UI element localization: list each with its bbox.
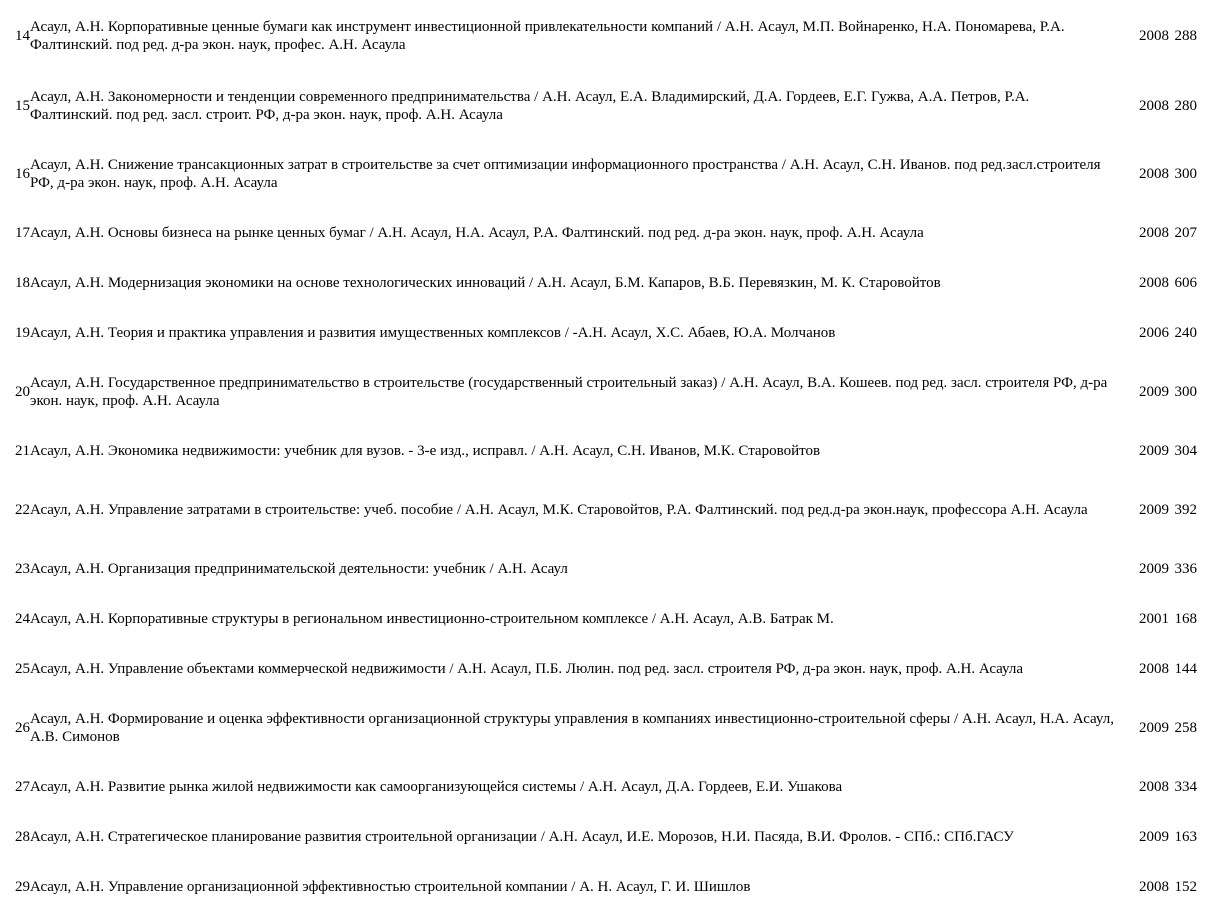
page-count: 300 <box>1174 166 1197 182</box>
publication-year: 2008 <box>1139 779 1169 795</box>
table-row <box>0 426 1227 476</box>
publication-title: Асаул, А.Н. Стратегическое планирование развития строительной организации / А.Н. Асаул, И.Е. Морозов, Н.И. Пасяда, В.И. Фролов. - СПб.: СПб.ГАСУ <box>30 829 1014 845</box>
row-number: 16 <box>15 166 30 182</box>
table-row <box>0 694 1227 762</box>
table-row <box>0 258 1227 308</box>
publication-title: Асаул, А.Н. Формирование и оценка эффективности организационной структуры управления в компаниях инвестиционно-строительной сферы / А.Н. Асаул, Н.А. Асаул, А.В. Симонов <box>30 711 1115 745</box>
row-number: 22 <box>15 502 30 518</box>
table-row <box>0 208 1227 258</box>
publication-title: Асаул, А.Н. Управление объектами коммерческой недвижимости / А.Н. Асаул, П.Б. Люлин. под ред. засл. строителя РФ, д-ра экон. наук, проф. А.Н. Асаула <box>30 661 1024 677</box>
publication-year: 2009 <box>1139 443 1169 459</box>
row-number: 29 <box>15 879 30 895</box>
page-count: 606 <box>1174 275 1197 291</box>
table-row <box>0 476 1227 544</box>
publication-year: 2008 <box>1139 879 1169 895</box>
publication-title: Асаул, А.Н. Организация предпринимательской деятельности: учебник / А.Н. Асаул <box>30 561 568 577</box>
publication-year: 2008 <box>1139 661 1169 677</box>
table-row <box>0 72 1227 140</box>
publication-year: 2006 <box>1139 325 1169 341</box>
table-row <box>0 140 1227 208</box>
publication-year: 2008 <box>1139 28 1169 44</box>
publication-year: 2001 <box>1139 611 1169 627</box>
publication-year: 2008 <box>1139 275 1169 291</box>
row-number: 21 <box>15 443 30 459</box>
row-number: 24 <box>15 611 30 627</box>
page-count: 336 <box>1174 561 1197 577</box>
publication-year: 2009 <box>1139 720 1169 736</box>
page-count: 163 <box>1174 829 1197 845</box>
publication-title: Асаул, А.Н. Закономерности и тенденции современного предпринимательства / А.Н. Асаул, Е.А. Владимирский, Д.А. Гордеев, Е.Г. Гужва, А.А. Петров, Р.А. Фалтинский. под ред. засл. строит. РФ, д-ра экон. наук, проф. А.Н. Асаула <box>30 89 1030 123</box>
row-number: 14 <box>15 28 30 44</box>
page-count: 258 <box>1174 720 1197 736</box>
publication-year: 2009 <box>1139 502 1169 518</box>
publication-title: Асаул, А.Н. Развитие рынка жилой недвижимости как самоорганизующейся системы / А.Н. Асаул, Д.А. Гордеев, Е.И. Ушакова <box>30 779 843 795</box>
table-row <box>0 0 1227 72</box>
row-number: 17 <box>15 225 30 241</box>
page-count: 334 <box>1174 779 1197 795</box>
publication-title: Асаул, А.Н. Снижение трансакционных затрат в строительстве за счет оптимизации информационного пространства / А.Н. Асаул, С.Н. Иванов. под ред.засл.строителя РФ, д-ра экон. наук, проф. А.Н. Асаула <box>30 157 1101 191</box>
row-number: 19 <box>15 325 30 341</box>
publication-year: 2009 <box>1139 384 1169 400</box>
page-count: 144 <box>1174 661 1197 677</box>
page-count: 304 <box>1174 443 1197 459</box>
table-row <box>0 862 1227 912</box>
publication-year: 2008 <box>1139 166 1169 182</box>
page-count: 207 <box>1174 225 1197 241</box>
page-count: 240 <box>1174 325 1197 341</box>
publication-title: Асаул, А.Н. Корпоративные структуры в региональном инвестиционно-строительном комплексе / А.Н. Асаул, А.В. Батрак М. <box>30 611 834 627</box>
publication-title: Асаул, А.Н. Управление затратами в строительстве: учеб. пособие / А.Н. Асаул, М.К. Старовойтов, Р.А. Фалтинский. под ред.д-ра экон.наук, профессора А.Н. Асаула <box>30 502 1088 518</box>
page-count: 152 <box>1174 879 1197 895</box>
row-number: 26 <box>15 720 30 736</box>
table-row <box>0 812 1227 862</box>
table-row <box>0 594 1227 644</box>
table-row <box>0 544 1227 594</box>
table-row <box>0 762 1227 812</box>
publication-year: 2009 <box>1139 829 1169 845</box>
table-row <box>0 358 1227 426</box>
publication-title: Асаул, А.Н. Управление организационной эффективностью строительной компании / А. Н. Асаул, Г. И. Шишлов <box>30 879 751 895</box>
row-number: 20 <box>15 384 30 400</box>
publication-title: Асаул, А.Н. Корпоративные ценные бумаги как инструмент инвестиционной привлекательности компаний / А.Н. Асаул, М.П. Войнаренко, Н.А. Пономарева, Р.А. Фалтинский. под ред. д-ра экон. наук, профес. А.Н. Асаула <box>30 19 1065 53</box>
publication-year: 2008 <box>1139 225 1169 241</box>
row-number: 23 <box>15 561 30 577</box>
publication-year: 2008 <box>1139 98 1169 114</box>
publication-title: Асаул, А.Н. Экономика недвижимости: учебник для вузов. - 3-е изд., исправл. / А.Н. Асаул, С.Н. Иванов, М.К. Старовойтов <box>30 443 821 459</box>
table-row <box>0 644 1227 694</box>
row-number: 18 <box>15 275 30 291</box>
publication-title: Асаул, А.Н. Модернизация экономики на основе технологических инноваций / А.Н. Асаул, Б.М. Капаров, В.Б. Перевязкин, М. К. Старовойтов <box>30 275 941 291</box>
publication-title: Асаул, А.Н. Государственное предпринимательство в строительстве (государственный строительный заказ) / А.Н. Асаул, В.А. Кошеев. под ред. засл. строителя РФ, д-ра экон. наук, проф. А.Н. Асаула <box>30 375 1108 409</box>
row-number: 15 <box>15 98 30 114</box>
page-count: 168 <box>1174 611 1197 627</box>
publication-title: Асаул, А.Н. Теория и практика управления и развития имущественных комплексов / -А.Н. Асаул, Х.С. Абаев, Ю.А. Молчанов <box>30 325 836 341</box>
table-row <box>0 308 1227 358</box>
row-number: 27 <box>15 779 30 795</box>
page-count: 280 <box>1174 98 1197 114</box>
page-count: 288 <box>1174 28 1197 44</box>
publication-title: Асаул, А.Н. Основы бизнеса на рынке ценных бумаг / А.Н. Асаул, Н.А. Асаул, Р.А. Фалтинский. под ред. д-ра экон. наук, проф. А.Н. Асаула <box>30 225 924 241</box>
page-count: 300 <box>1174 384 1197 400</box>
row-number: 28 <box>15 829 30 845</box>
publication-year: 2009 <box>1139 561 1169 577</box>
page-count: 392 <box>1174 502 1197 518</box>
row-number: 25 <box>15 661 30 677</box>
